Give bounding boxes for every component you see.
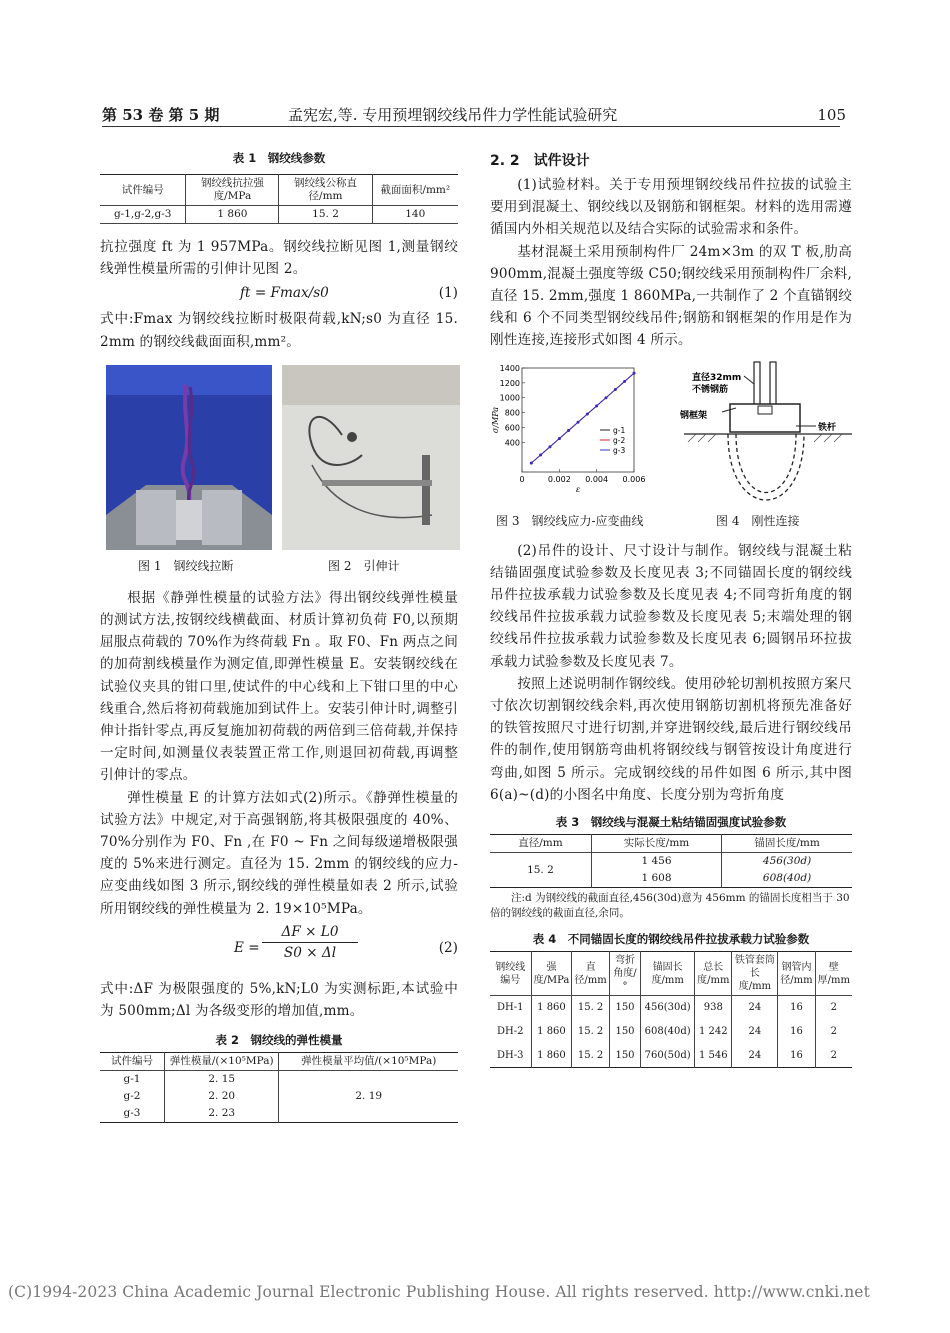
data-point <box>539 453 542 456</box>
table-cell: DH-3 <box>497 1049 524 1061</box>
paragraph: 抗拉强度 ft 为 1 957MPa。钢绞线拉断见图 1,测量钢绞线弹性模量所需的引伸计见图 2。 <box>100 239 458 278</box>
legend-label: g-1 <box>613 425 626 435</box>
table4-header: 锚固长度/mm <box>641 952 695 996</box>
table-cell: 456(30d) <box>722 853 852 871</box>
table-cell: 24 <box>732 996 778 1020</box>
table-cell: 24 <box>732 1044 778 1068</box>
table1-header: 试件编号 <box>121 183 164 196</box>
figure-4-caption: 图 4 刚性连接 <box>716 513 800 528</box>
table-cell: 1 860 <box>531 1020 572 1044</box>
table-cell: 15. 2 <box>279 206 372 224</box>
equation-2-lhs: E = <box>234 939 260 956</box>
table-cell: 1 860 <box>531 996 572 1020</box>
equation-1-number: (1) <box>438 285 458 302</box>
figure-2-caption: 图 2 引伸计 <box>328 558 400 573</box>
table4-header: 强度/MPa <box>531 952 572 996</box>
table3-diameter: 15. 2 <box>527 863 554 876</box>
paragraph: 式中:Fmax 为钢绞线拉断时极限荷载,kN;s0 为直径 15. 2mm 的钢绞线截面面积,mm²。 <box>100 311 458 350</box>
paragraph: 弹性模量 E 的计算方法如式(2)所示。《静弹性模量的试验方法》中规定,对于高强钢筋,将其极限强度的 40%、70%分别作为 F0、Fn ,在 F0 ~ Fn 之间每级递增极限强度的 5%来进行测定。直径为 15. 2mm 的钢绞线的应力-应变曲线如图 3 所示,钢绞线的弹性模量如表 2 所示,试验所用钢绞线的弹性模量为 2. 19×10⁵MPa。 <box>100 789 458 917</box>
table-cell: 16 <box>778 1020 815 1044</box>
running-title: 孟宪宏,等. 专用预埋钢绞线吊件力学性能试验研究 <box>288 106 618 124</box>
table2-header: 试件编号 <box>110 1055 153 1068</box>
table-cell: g-1 <box>123 1073 141 1086</box>
table2 <box>100 1052 458 1123</box>
table-cell: 2. 23 <box>164 1105 279 1123</box>
table3-note: 注:d 为钢绞线的截面直径,456(30d)意为 456mm 的锚固长度相当于 30 倍的钢绞线的截面直径,余同。 <box>490 892 850 920</box>
table-cell: 150 <box>609 996 641 1020</box>
table3-caption: 表 3 钢绞线与混凝土粘结锚固强度试验参数 <box>555 815 787 830</box>
table-cell: 15. 2 <box>572 1020 609 1044</box>
data-point <box>605 396 608 399</box>
table-cell: 1 860 <box>531 1044 572 1068</box>
table4-header: 弯折角度/° <box>609 952 641 996</box>
y-tick-label: 1200 <box>499 378 520 388</box>
copyright-footer: (C)1994-2023 China Academic Journal Electronic Publishing House. All rights reserved. http://www.cnki.net <box>8 1283 870 1301</box>
table-cell: DH-1 <box>497 1002 524 1014</box>
table2-average: 2. 19 <box>279 1071 458 1123</box>
y-tick-label: 1000 <box>499 393 520 403</box>
data-point <box>595 404 598 407</box>
table1-header: 钢绞线公称直径/mm <box>279 175 372 206</box>
x-tick-label: 0.004 <box>585 474 609 484</box>
table2-header: 弹性模量/(×10⁵MPa) <box>164 1053 279 1071</box>
y-axis-label: σ/MPa <box>491 406 500 433</box>
paragraph: 按照上述说明制作钢绞线。使用砂轮切割机按照方案尺寸依次切割钢绞线余料,再次使用钢筋切割机将预先准备好的铁管按照尺寸进行切割,并穿进钢绞线,最后进行钢绞线吊件的制作,使用钢筋弯曲机将钢绞线与钢管按设计角度进行弯曲,如图 5 所示。完成钢绞线的吊件如图 6 所示,其中图 6(a)~(d)的小图名中角度、长度分别为弯折角度 <box>490 675 852 803</box>
data-point <box>577 420 580 423</box>
table-cell: 608(40d) <box>722 870 852 888</box>
table-cell: 1 860 <box>186 206 279 224</box>
table1-header: 钢绞线抗拉强度/MPa <box>186 175 279 206</box>
data-point <box>633 371 636 374</box>
figure-3-chart <box>490 362 680 502</box>
figure-3-caption: 图 3 钢绞线应力-应变曲线 <box>496 513 644 528</box>
table-cell: 15. 2 <box>572 996 609 1020</box>
table4-header: 钢绞线编号 <box>495 961 526 986</box>
running-header <box>102 102 846 127</box>
table4-header: 壁厚/mm <box>815 952 852 996</box>
page-number: 105 <box>817 106 846 124</box>
equation-2-number: (2) <box>438 939 458 956</box>
data-point <box>558 437 561 440</box>
x-tick-label: 0.002 <box>547 474 571 484</box>
y-tick-label: 600 <box>504 423 520 433</box>
equation-1 <box>100 282 458 308</box>
table4-header: 总长度/mm <box>695 952 732 996</box>
paragraph: 基材混凝土采用预制构件厂 24m×3m 的双 T 板,肋高 900mm,混凝土强度等级 C50;钢绞线采用预制构件厂余料,直径 15. 2mm,强度 1 860MPa,一共制作了 2 个直锚钢绞线和 6 个不同类型钢绞线吊件;钢筋和钢框架的作用是作为刚性连接,连接形式如图 4 所示。 <box>490 243 852 349</box>
legend-label: g-3 <box>613 445 626 455</box>
figure-1-caption: 图 1 钢绞线拉断 <box>138 558 234 573</box>
x-tick-label: 0.006 <box>622 474 646 484</box>
x-tick-label: 0 <box>519 474 525 484</box>
table1-header: 截面面积/mm² <box>372 175 458 206</box>
table-cell: 1 456 <box>591 853 721 871</box>
figure-2-photo <box>282 365 460 550</box>
table-cell: g-2 <box>123 1090 141 1103</box>
figure-4-label: 铁杆 <box>818 422 837 433</box>
paragraph: 式中:ΔF 为极限强度的 5%,kN;L0 为实测标距,本试验中为 500mm;Δl 为各级变形的增加值,mm。 <box>100 980 458 1020</box>
table-cell: g-1,g-2,g-3 <box>113 208 172 220</box>
data-point <box>549 445 552 448</box>
table-cell: 1 608 <box>591 870 721 888</box>
data-point <box>567 429 570 432</box>
table4-header: 钢管内径/mm <box>778 952 815 996</box>
figure-1-photo <box>106 365 272 550</box>
table1 <box>100 174 458 224</box>
x-axis-label: ε <box>575 484 581 494</box>
table3-header: 锚固长度/mm <box>722 835 852 853</box>
table-cell: 760(50d) <box>641 1044 695 1068</box>
figure-4-diagram <box>680 362 852 502</box>
paragraph: 根据《静弹性模量的试验方法》得出钢绞线弹性模量的测试方法,按钢绞线横截面、材质计算初负荷 F0,以预期屈服点荷载的 70%作为终荷载 Fn 。取 F0、Fn 两点之间的加荷割线模量作为测定值,即弹性模量 E。安装钢绞线在试验仪夹具的钳口里,使试件的中心线和上下钳口里的中心线重合,然后将初荷载施加到试件上。安装引伸计时,调整引伸计指针零点,再反复施加初荷载的两倍到三倍荷载,并保持一定时间,如测量仪表装置正常工作,则退回初荷载,再调整引伸计的零点。 <box>100 589 458 784</box>
table-cell: 456(30d) <box>641 996 695 1020</box>
table1-caption: 表 1 钢绞线参数 <box>232 151 326 165</box>
table-cell: DH-2 <box>497 1026 524 1038</box>
volume-issue: 第 53 卷 第 5 期 <box>102 106 220 124</box>
data-point <box>586 412 589 415</box>
table-cell: 2 <box>815 1020 852 1044</box>
table4-header: 铁管套筒长度/mm <box>732 952 778 996</box>
table-cell: 1 546 <box>695 1044 732 1068</box>
table-cell: 150 <box>609 1044 641 1068</box>
table-cell: 140 <box>372 206 458 224</box>
figures-3-4 <box>490 362 852 530</box>
equation-1-expr: ft = Fmax/s0 <box>240 285 329 302</box>
table-cell: 938 <box>695 996 732 1020</box>
equation-2-numerator: ΔF × L0 <box>262 924 358 943</box>
paragraph: (1)试验材料。关于专用预埋钢绞线吊件拉拔的试验主要用到混凝土、钢绞线以及钢筋和钢框架。材料的选用需遵循国内外相关规范以及结合实际的试验需求和条件。 <box>490 177 852 238</box>
table2-caption: 表 2 钢绞线的弹性模量 <box>215 1033 343 1048</box>
table4 <box>490 951 852 1068</box>
table-cell: g-3 <box>123 1107 141 1120</box>
equation-2 <box>100 922 458 978</box>
table-cell: 2. 15 <box>164 1071 279 1089</box>
figures-1-2 <box>100 365 458 573</box>
figure-4-label: 直径32mm <box>692 372 742 383</box>
table-cell: 150 <box>609 1020 641 1044</box>
left-column <box>100 150 458 1123</box>
y-tick-label: 1400 <box>499 363 520 373</box>
data-point <box>614 388 617 391</box>
table3 <box>490 834 852 888</box>
table2-header: 弹性模量平均值/(×10⁵MPa) <box>279 1053 458 1071</box>
y-tick-label: 800 <box>504 408 520 418</box>
y-tick-label: 400 <box>504 437 520 447</box>
section-heading: 2. 2 试件设计 <box>490 153 590 169</box>
table-cell: 2 <box>815 996 852 1020</box>
table4-caption: 表 4 不同锚固长度的钢绞线吊件拉拔承载力试验参数 <box>532 932 810 947</box>
table3-header: 实际长度/mm <box>591 835 721 853</box>
data-point <box>530 461 533 464</box>
table-cell: 16 <box>778 1044 815 1068</box>
right-column <box>490 150 852 1068</box>
table-cell: 24 <box>732 1020 778 1044</box>
equation-2-denominator: S0 × Δl <box>283 944 337 961</box>
table4-header: 直径/mm <box>572 952 609 996</box>
figure-4-label: 不锈钢筋 <box>692 384 729 395</box>
legend-label: g-2 <box>613 435 626 445</box>
table-cell: 608(40d) <box>641 1020 695 1044</box>
table-cell: 15. 2 <box>572 1044 609 1068</box>
table3-header: 直径/mm <box>518 837 563 850</box>
data-point <box>623 380 626 383</box>
table-cell: 1 242 <box>695 1020 732 1044</box>
paragraph: (2)吊件的设计、尺寸设计与制作。钢绞线与混凝土粘结锚固强度试验参数及长度见表 3;不同锚固长度的钢绞线吊件拉拔承载力试验参数及长度见表 4;不同弯折角度的钢绞线吊件拉拔承载力试验参数及长度见表 5;末端处理的钢绞线吊件拉拔承载力试验参数及长度见表 6;圆钢吊环拉拔承载力试验参数及长度见表 7。 <box>490 542 852 670</box>
table-cell: 16 <box>778 996 815 1020</box>
table-cell: 2 <box>815 1044 852 1068</box>
figure-4-label: 钢框架 <box>680 410 708 421</box>
table-cell: 2. 20 <box>164 1088 279 1105</box>
